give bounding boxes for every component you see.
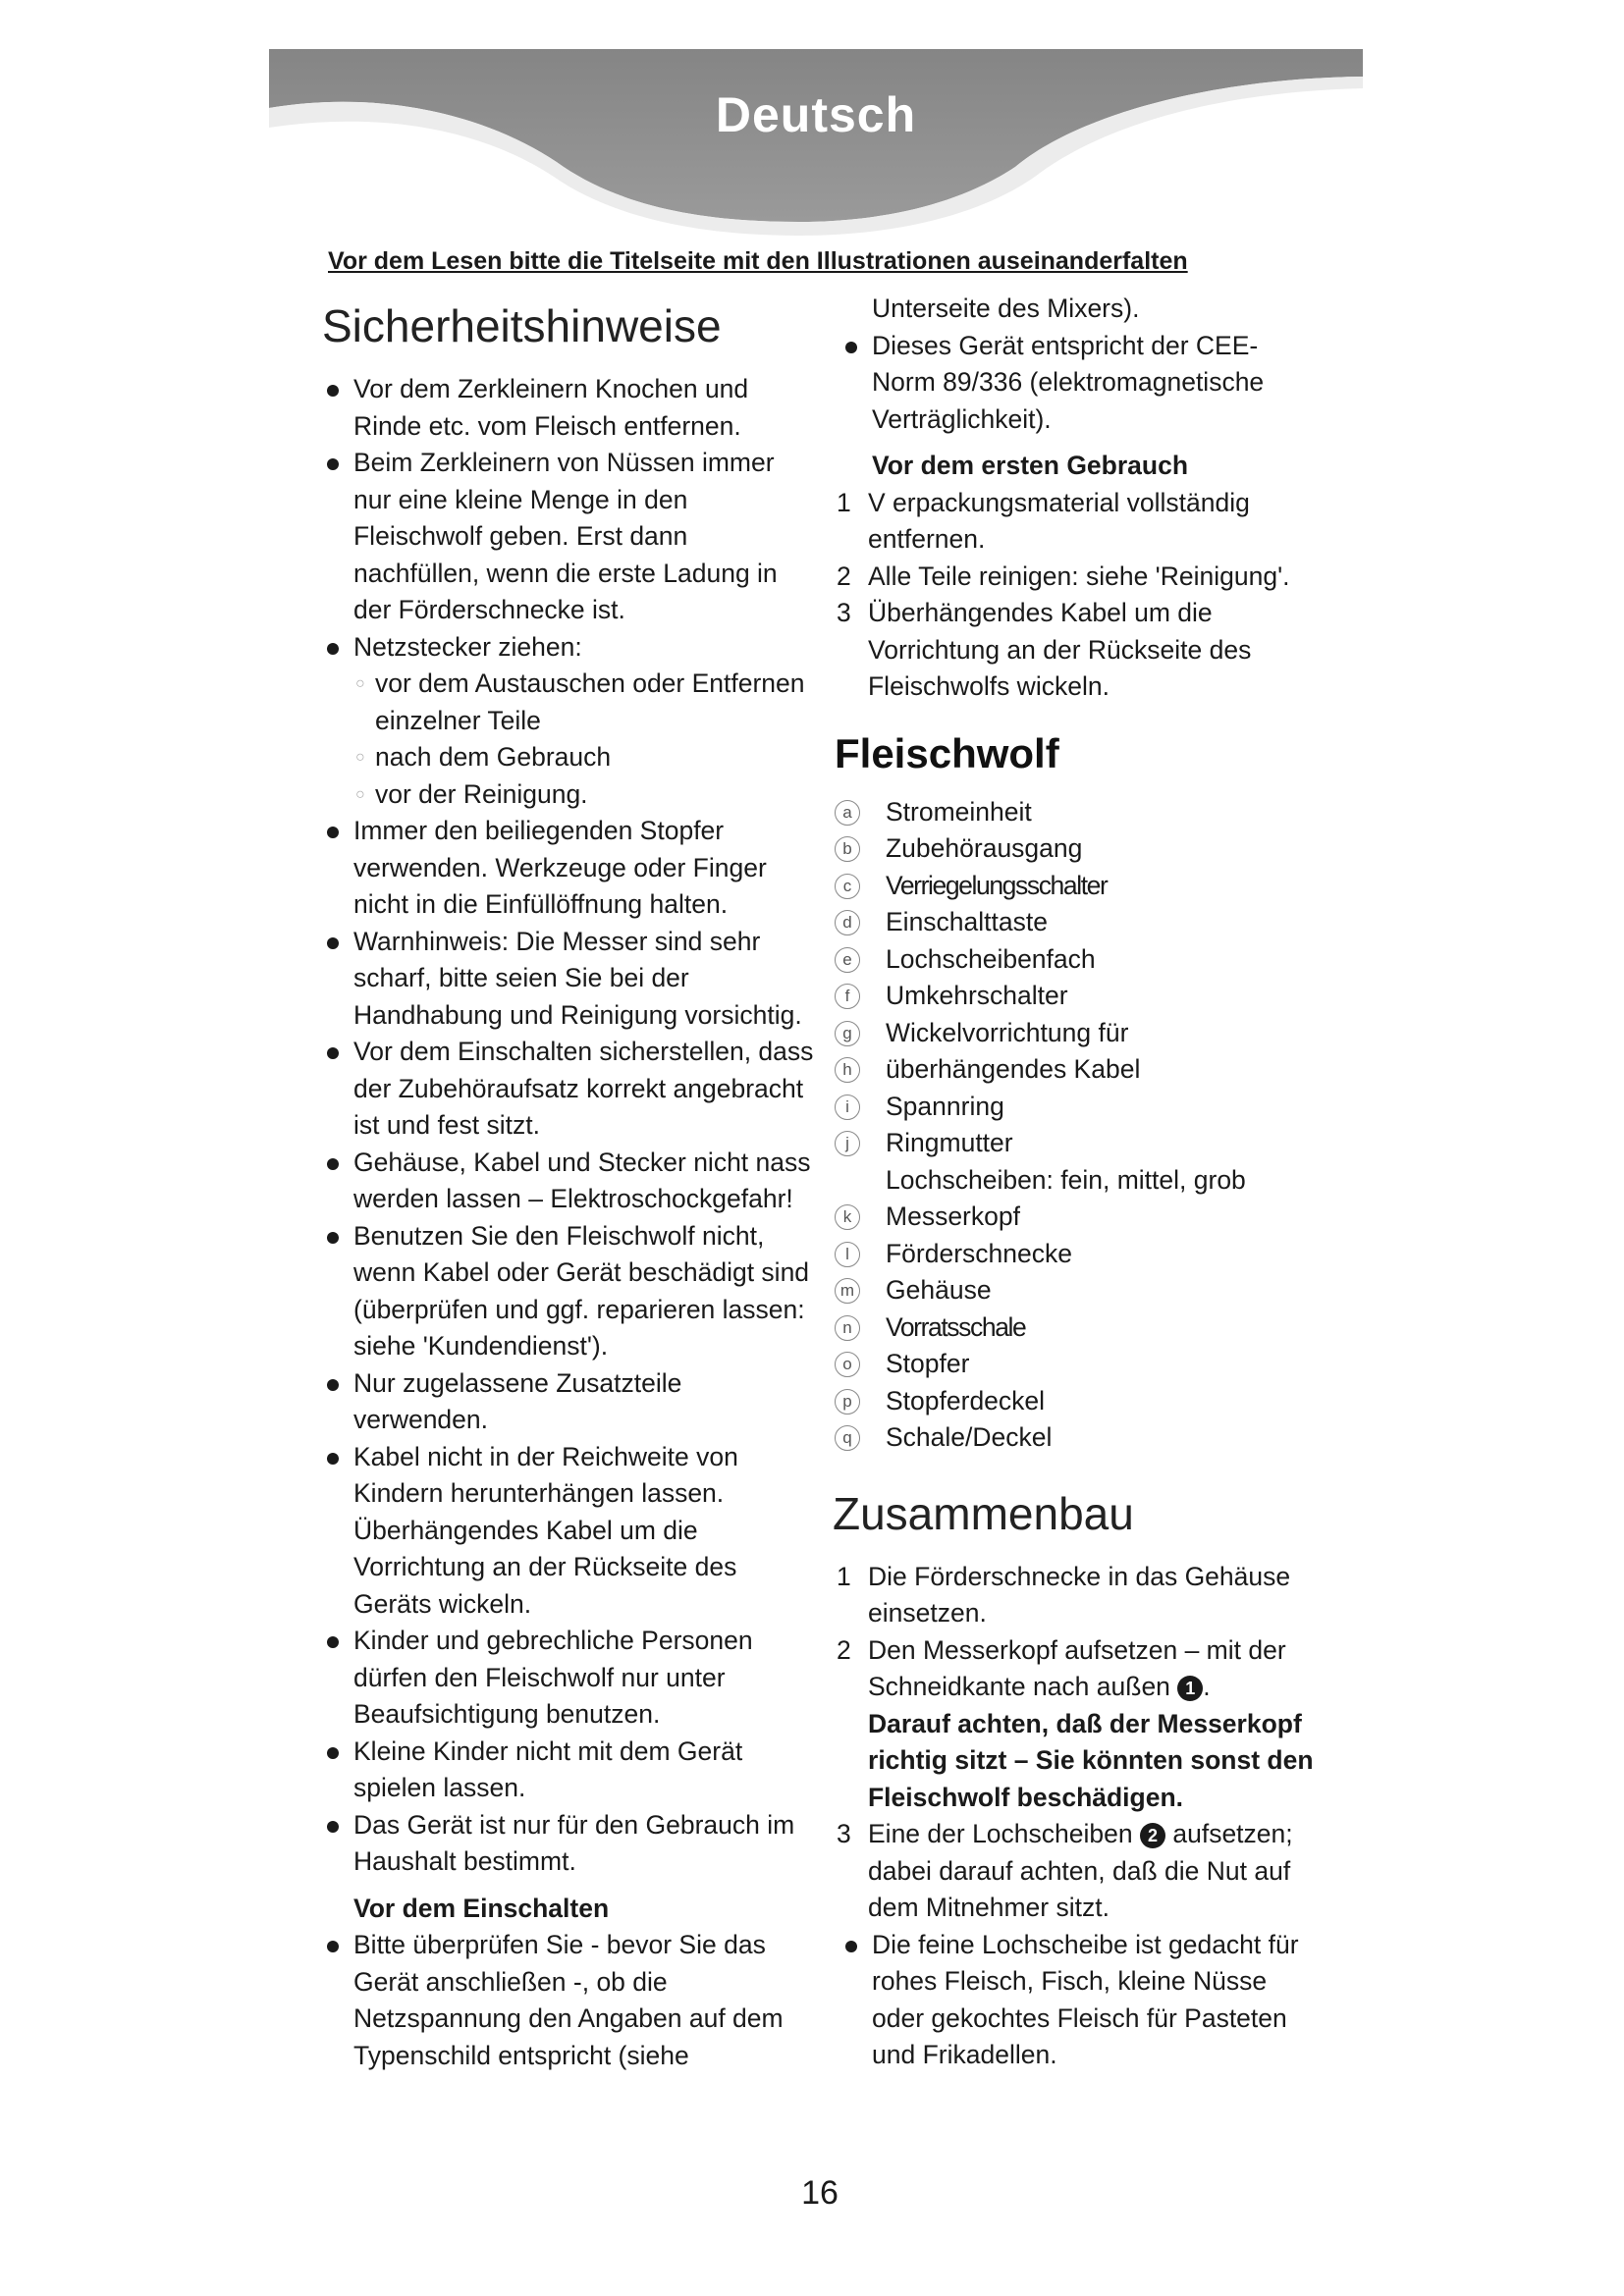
letter-a-icon: a <box>835 800 860 826</box>
figure-ref-2-icon: 2 <box>1140 1823 1165 1848</box>
safety-item: Immer den beiliegenden Stopfer verwenden. Werkzeuge oder Finger nicht in die Einfüllöffnung halten. <box>324 813 815 924</box>
safety-item: Das Gerät ist nur für den Gebrauch im Haushalt bestimmt. <box>324 1807 815 1881</box>
part-item: k Messerkopf <box>835 1199 1316 1236</box>
part-item: h überhängendes Kabel <box>835 1051 1316 1089</box>
first-use-heading: Vor dem ersten Gebrauch <box>872 451 1189 480</box>
assembly-warning: Darauf achten, daß der Messerkopf richtig sitzt – Sie könnten sonst den Fleischwolf beschädigen. <box>868 1708 1314 1812</box>
letter-q-icon: q <box>835 1425 860 1451</box>
safety-item: Vor dem Einschalten sicherstellen, dass der Zubehöraufsatz korrekt angebracht ist und fest sitzt. <box>324 1034 815 1145</box>
letter-g-icon: g <box>835 1021 860 1046</box>
safety-item: Nur zugelassene Zusatzteile verwenden. <box>324 1365 815 1439</box>
safety-item-text: Netzstecker ziehen: <box>353 631 582 662</box>
safety-item: Vor dem Zerkleinern Knochen und Rinde etc. vom Fleisch entfernen. <box>324 371 815 445</box>
letter-h-icon: h <box>835 1057 860 1083</box>
check-item: Bitte überprüfen Sie - bevor Sie das Gerät anschließen -, ob die Netzspannung den Angaben auf dem Typenschild entspricht (siehe <box>324 1927 815 2074</box>
fold-out-note: Vor dem Lesen bitte die Titelseite mit den Illustrationen auseinanderfalten <box>328 247 1188 275</box>
assembly-steps <box>835 1559 1316 1927</box>
check-item-continued: Unterseite des Mixers). <box>872 294 1140 323</box>
norm-item: Dieses Gerät entspricht der CEE-Norm 89/336 (elektromagnetische Verträglichkeit). <box>842 328 1316 439</box>
right-column <box>835 291 1316 2074</box>
part-item: o Stopfer <box>835 1346 1316 1383</box>
unplug-sublist <box>353 666 815 813</box>
part-item: a Stromeinheit <box>835 794 1316 831</box>
assembly-step: 2 Den Messerkopf aufsetzen – mit der Schneidkante nach außen 1 . Darauf achten, daß der Messerkopf richtig sitzt – Sie könnten sonst den Fleischwolf beschädigen. <box>837 1634 1314 1812</box>
part-item: i Spannring <box>835 1089 1316 1126</box>
figure-ref-1-icon: 1 <box>1177 1676 1203 1701</box>
letter-d-icon: d <box>835 910 860 935</box>
parts-list <box>835 794 1316 1457</box>
sub-item: ○ vor dem Austauschen oder Entfernen einzelner Teile <box>353 666 815 739</box>
language-title: Deutsch <box>715 87 917 142</box>
part-item: q Schale/Deckel <box>835 1419 1316 1457</box>
letter-o-icon: o <box>835 1352 860 1377</box>
page-number: 16 <box>801 2174 839 2212</box>
part-item: f Umkehrschalter <box>835 978 1316 1015</box>
safety-item: Warnhinweis: Die Messer sind sehr scharf, bitte seien Sie bei der Handhabung und Reinigung vorsichtig. <box>324 924 815 1035</box>
safety-item: Kinder und gebrechliche Personen dürfen den Fleischwolf nur unter Beaufsichtigung benutzen. <box>324 1623 815 1734</box>
parts-title: Fleischwolf <box>835 729 1059 776</box>
part-item: d Einschalttaste <box>835 904 1316 941</box>
part-item: g Wickelvorrichtung für <box>835 1015 1316 1052</box>
assembly-title: Zusammenbau <box>833 1487 1134 1539</box>
letter-c-icon: c <box>835 874 860 899</box>
letter-k-icon: k <box>835 1204 860 1230</box>
before-switch-on-list <box>324 1927 815 2074</box>
part-item: b Zubehörausgang <box>835 830 1316 868</box>
part-item: j Ringmutter <box>835 1125 1316 1162</box>
norm-list <box>842 328 1316 439</box>
safety-item: Benutzen Sie den Fleischwolf nicht, wenn Kabel oder Gerät beschädigt sind (überprüfen und ggf. reparieren lassen: siehe 'Kundendienst'). <box>324 1218 815 1365</box>
part-item: l Förderschnecke <box>835 1236 1316 1273</box>
first-use-step: 2 Alle Teile reinigen: siehe 'Reinigung'. <box>837 561 1290 591</box>
letter-f-icon: f <box>835 984 860 1009</box>
left-column <box>324 291 815 2074</box>
safety-item: Gehäuse, Kabel und Stecker nicht nass werden lassen – Elektroschockgefahr! <box>324 1145 815 1218</box>
first-use-step: 3 Überhängendes Kabel um die Vorrichtung an der Rückseite des Fleischwolfs wickeln. <box>837 598 1252 701</box>
safety-item <box>324 629 815 814</box>
part-item-continued: Lochscheiben: fein, mittel, grob <box>886 1164 1246 1195</box>
assembly-note: Die feine Lochscheibe ist gedacht für rohes Fleisch, Fisch, kleine Nüsse oder gekochtes Fleisch für Pasteten und Frikadellen. <box>842 1927 1316 2074</box>
part-item: p Stopferdeckel <box>835 1383 1316 1420</box>
part-item: n Vorratsschale <box>835 1309 1316 1347</box>
part-item: c Verriegelungsschalter <box>835 868 1316 905</box>
letter-j-icon: j <box>835 1131 860 1156</box>
letter-n-icon: n <box>835 1315 860 1341</box>
letter-e-icon: e <box>835 947 860 973</box>
sub-item: ○ nach dem Gebrauch <box>353 739 815 776</box>
safety-item: Kleine Kinder nicht mit dem Gerät spielen lassen. <box>324 1734 815 1807</box>
letter-i-icon: i <box>835 1095 860 1120</box>
part-item: m Gehäuse <box>835 1272 1316 1309</box>
letter-m-icon: m <box>835 1278 860 1304</box>
first-use-steps <box>835 485 1316 706</box>
safety-item: Kabel nicht in der Reichweite von Kindern herunterhängen lassen. Überhängendes Kabel um die Vorrichtung an der Rückseite des Geräts wickeln. <box>324 1439 815 1624</box>
assembly-step: 3 Eine der Lochscheiben 2 aufsetzen; dabei darauf achten, daß die Nut auf dem Mitnehmer sitzt. <box>837 1819 1293 1922</box>
letter-l-icon: l <box>835 1242 860 1267</box>
part-item: e Lochscheibenfach <box>835 941 1316 979</box>
assembly-step: 1 Die Förderschnecke in das Gehäuse einsetzen. <box>837 1561 1291 1628</box>
first-use-step: 1 V erpackungsmaterial vollständig entfernen. <box>837 487 1250 554</box>
safety-item: Beim Zerkleinern von Nüssen immer nur eine kleine Menge in den Fleischwolf geben. Erst dann nachfüllen, wenn die erste Ladung in der Förderschnecke ist. <box>324 445 815 629</box>
safety-title: Sicherheitshinweise <box>322 300 722 351</box>
sub-item: ○ vor der Reinigung. <box>353 776 815 814</box>
letter-b-icon: b <box>835 836 860 862</box>
letter-p-icon: p <box>835 1389 860 1415</box>
before-switch-on-heading: Vor dem Einschalten <box>353 1893 610 1923</box>
assembly-notes <box>842 1927 1316 2074</box>
safety-list <box>324 371 815 1881</box>
